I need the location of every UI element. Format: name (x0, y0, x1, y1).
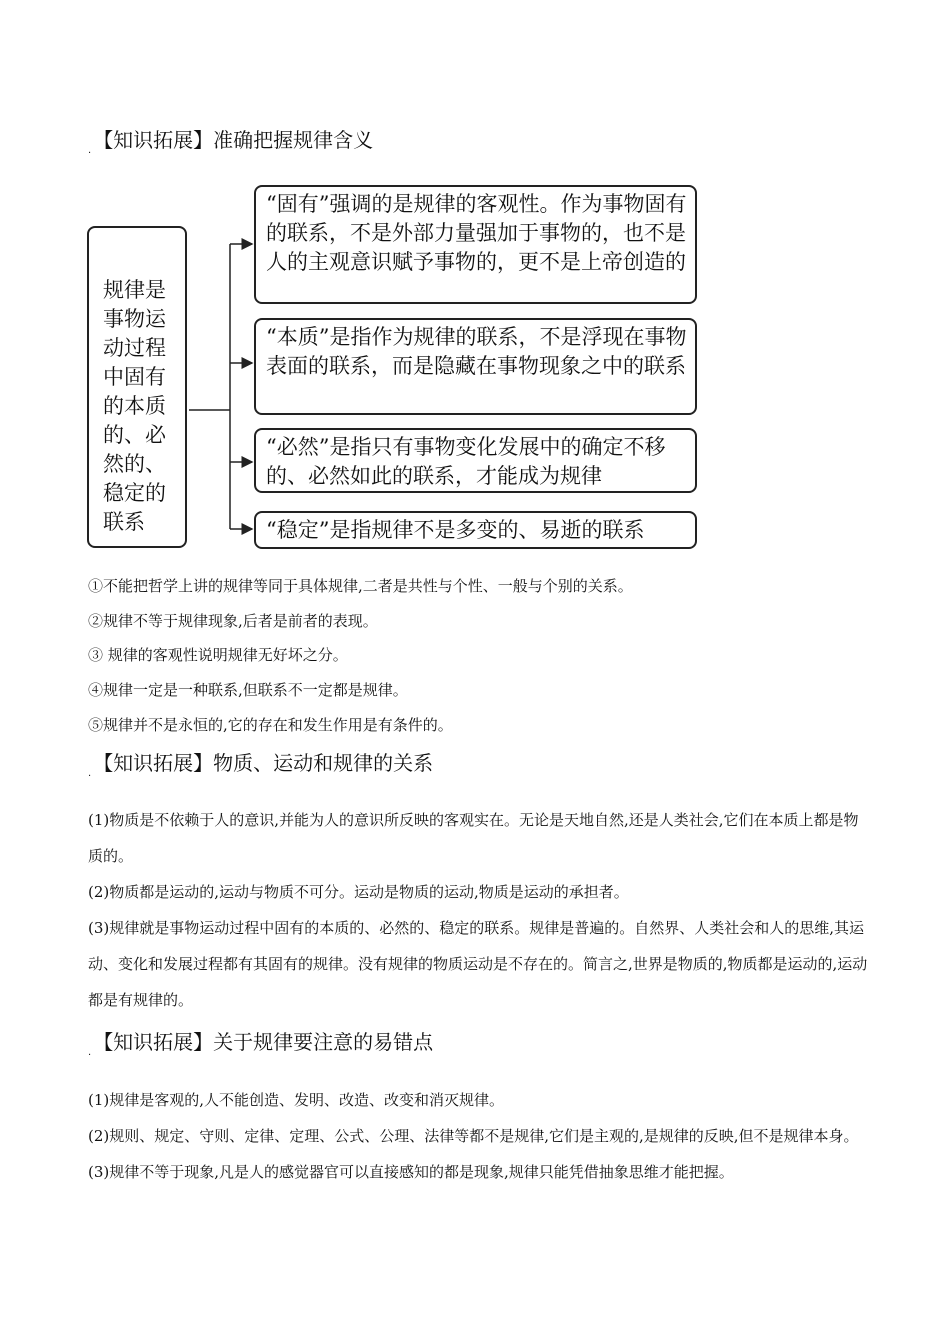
rule-meaning-diagram (0, 0, 950, 560)
list-item: (3)规律就是事物运动过程中固有的本质的、必然的、稳定的联系。规律是普遍的。自然界、人类社会和人的思维,其运动、变化和发展过程都有其固有的规律。没有规律的物质运动是不存在的。简言之,世界是物质的,物质都是运动的,运动都是有规律的。 (88, 919, 868, 1009)
note-1: ①不能把哲学上讲的规律等同于具体规律,二者是共性与个性、一般与个别的关系。 (88, 577, 633, 595)
section-heading-common-mistakes: $_.$ 【知识拓展】关于规律要注意的易错点 (88, 1030, 434, 1058)
matter-motion-list (88, 802, 868, 1018)
heading-text: 【知识拓展】准确把握规律含义 (93, 128, 374, 152)
section-heading-rule-meaning: $_.$ 【知识拓展】准确把握规律含义 (88, 128, 374, 156)
note-2: ②规律不等于规律现象,后者是前者的表现。 (88, 612, 378, 630)
common-mistakes-list (88, 1082, 868, 1190)
heading-text: 【知识拓展】物质、运动和规律的关系 (93, 751, 434, 775)
rule-definition-box: 规律是事物运动过程中固有的本质的、必然的、稳定的联系 (87, 226, 187, 548)
box-essential: “本质”是指作为规律的联系，不是浮现在事物表面的联系，而是隐藏在事物现象之中的联系 (254, 318, 697, 415)
note-3: ③ 规律的客观性说明规律无好坏之分。 (88, 646, 348, 664)
list-item: (1)规律是客观的,人不能创造、发明、改造、改变和消灭规律。 (88, 1091, 505, 1109)
note-5: ⑤规律并不是永恒的,它的存在和发生作用是有条件的。 (88, 716, 453, 734)
box-inherent: “固有”强调的是规律的客观性。作为事物固有的联系，不是外部力量强加于事物的，也不是人的主观意识赋予事物的，更不是上帝创造的 (254, 185, 697, 304)
box-inevitable: “必然”是指只有事物变化发展中的确定不移的、必然如此的联系，才能成为规律 (254, 428, 697, 493)
list-item: (2)规则、规定、守则、定律、定理、公式、公理、法律等都不是规律,它们是主观的,是规律的反映,但不是规律本身。 (88, 1127, 859, 1145)
heading-text: 【知识拓展】关于规律要注意的易错点 (93, 1030, 434, 1054)
section-heading-matter-motion: $_.$ 【知识拓展】物质、运动和规律的关系 (88, 751, 434, 779)
box-stable: “稳定”是指规律不是多变的、易逝的联系 (254, 511, 697, 549)
list-item: (2)物质都是运动的,运动与物质不可分。运动是物质的运动,物质是运动的承担者。 (88, 883, 629, 901)
list-item: (1)物质是不依赖于人的意识,并能为人的意识所反映的客观实在。无论是天地自然,还是人类社会,它们在本质上都是物质的。 (88, 811, 859, 865)
note-4: ④规律一定是一种联系,但联系不一定都是规律。 (88, 681, 408, 699)
list-item: (3)规律不等于现象,凡是人的感觉器官可以直接感知的都是现象,规律只能凭借抽象思维才能把握。 (88, 1163, 734, 1181)
